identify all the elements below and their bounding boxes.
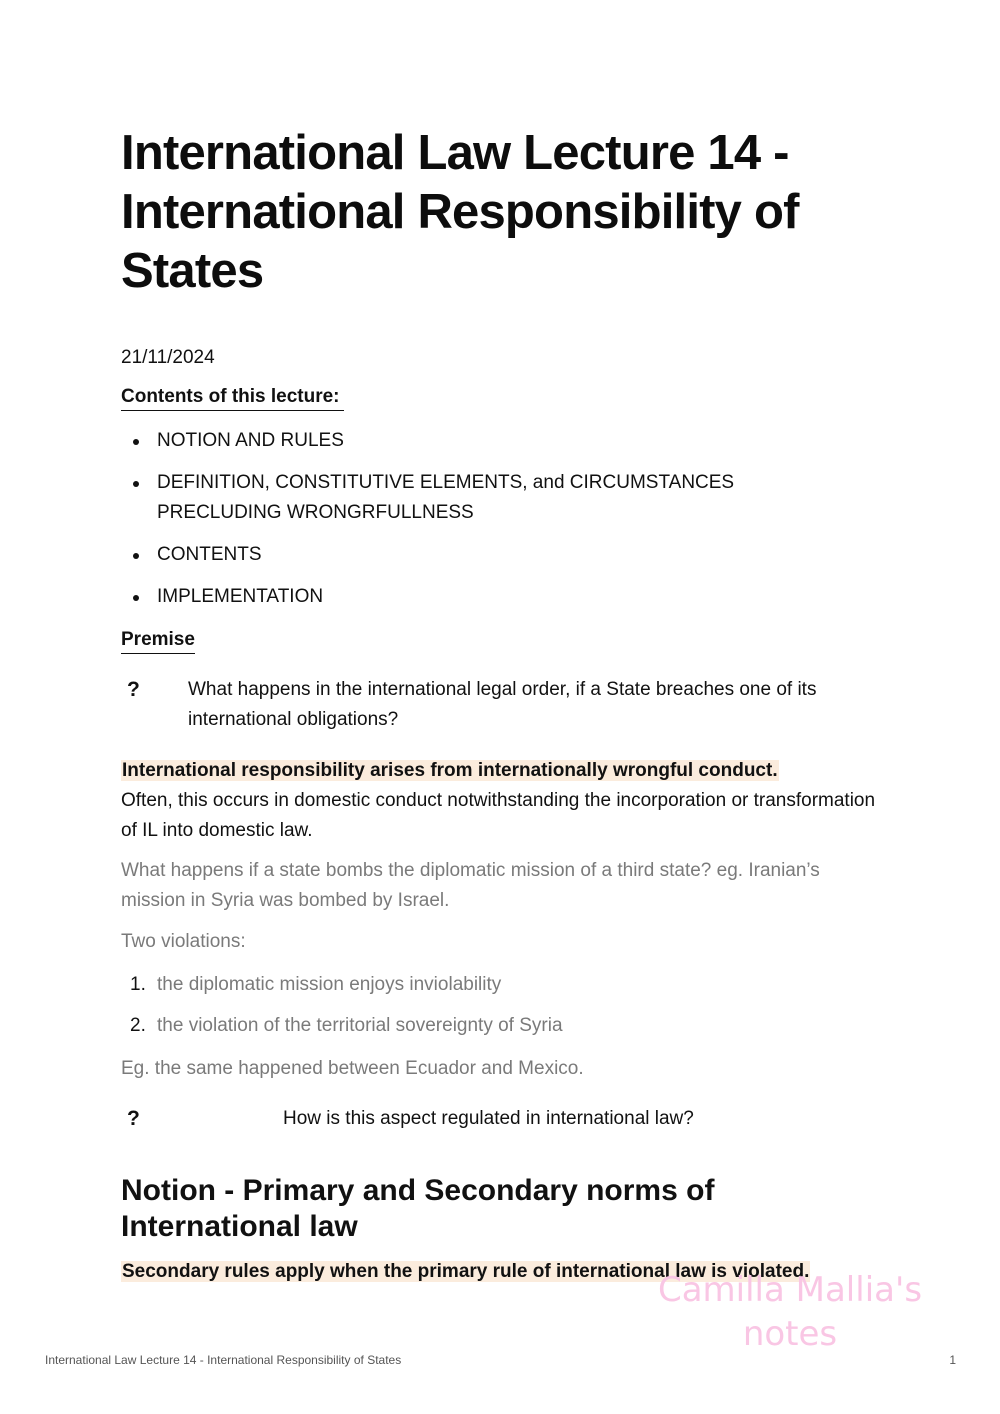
question-mark-icon: ? [127,678,140,701]
footer-title: International Law Lecture 14 - International Responsibility of States [45,1353,402,1367]
list-item [121,970,841,1000]
violations-intro: Two violations: [121,931,246,952]
list-item: CONTENTS [121,540,841,570]
highlighted-statement: International responsibility arises from internationally wrongful conduct. [122,760,778,781]
violations-list [121,970,841,1052]
paragraph-text: Often, this occurs in domestic conduct notwithstanding the incorporation or transformation of IL into domestic law. [121,790,876,841]
list-item [121,1011,841,1041]
list-item-text: the violation of the territorial sovereignty of Syria [157,1015,563,1036]
list-item-text: the diplomatic mission enjoys inviolability [157,974,502,995]
callout-text: What happens in the international legal order, if a State breaches one of its international obligations? [188,679,817,730]
premise-heading: Premise [121,627,195,654]
example-paragraph: What happens if a state bombs the diplomatic mission of a third state? eg. Iranian’s mission in Syria was bombed by Israel. [121,860,820,911]
question-mark-icon: ? [127,1107,140,1130]
list-number: 2. [130,1015,146,1036]
section-heading: Notion - Primary and Secondary norms of International law [121,1174,715,1243]
list-item: DEFINITION, CONSTITUTIVE ELEMENTS, and CIRCUMSTANCES PRECLUDING WRONGRFULLNESS [121,468,841,528]
callout-text: How is this aspect regulated in international law? [283,1108,694,1129]
lecture-date: 21/11/2024 [121,347,215,368]
list-item: IMPLEMENTATION [121,582,841,612]
highlighted-statement: Secondary rules apply when the primary rule of international law is violated. [122,1261,810,1282]
page-number: 1 [949,1353,956,1367]
list-number: 1. [130,974,146,995]
contents-heading: Contents of this lecture: [121,384,344,411]
secondary-rules-paragraph [121,1257,881,1287]
watermark: Camilla Mallia's notes [657,1270,923,1354]
page-title: International Law Lecture 14 - International Responsibility of States [121,126,799,298]
contents-list [121,426,841,624]
list-item: NOTION AND RULES [121,426,841,456]
example-paragraph-2: Eg. the same happened between Ecuador and Mexico. [121,1058,584,1079]
responsibility-paragraph [121,756,881,846]
